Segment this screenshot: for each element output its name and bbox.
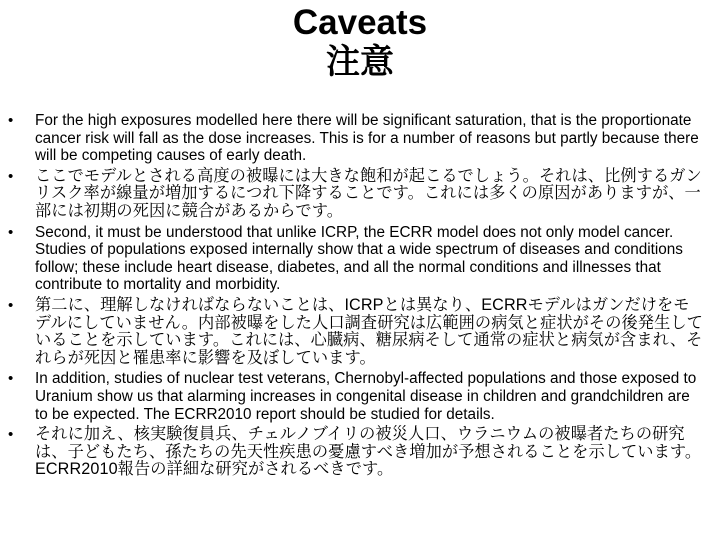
bullet-item-2-japanese [0, 297, 720, 367]
bullet-item-1-japanese [0, 168, 720, 221]
bullet-text: For the high exposures modelled here there will be significant saturation, that is the proportionate cancer risk will fall as the dose increases. This is for a number of reasons but partly because there will be competing causes of early death. [35, 112, 699, 165]
bullet-point-icon: • [8, 426, 14, 444]
bullet-item-1-english [0, 112, 720, 165]
bullet-list [0, 112, 720, 482]
bullet-point-icon: • [8, 223, 14, 241]
bullet-text: 第二に、理解しなければならないことは、ICRPとは異なり、ECRRモデルはガンだけをモデルにしていません。内部被曝をした人口調査研究は広範囲の病気と症状がその後発生していることを示しています。これには、心臓病、糖尿病そして通常の症状と病気が含まれ、それらが死因と罹患率に影響を及ぼしています。 [35, 295, 703, 367]
bullet-point-icon: • [8, 370, 14, 388]
bullet-point-icon: • [8, 167, 14, 185]
slide-title-english: Caveats [292, 3, 428, 42]
bullet-item-3-english [0, 370, 720, 423]
bullet-item-3-japanese [0, 426, 720, 479]
bullet-text: それに加え、核実験復員兵、チェルノブイリの被災人口、ウラニウムの被曝者たちの研究は、子どもたち、孫たちの先天性疾患の憂慮すべき増加が予想されることを示しています。ECRR2010報告の詳細な研究がされるべきです。 [35, 425, 702, 479]
bullet-point-icon: • [8, 296, 14, 314]
bullet-text: ここでモデルとされる高度の被曝には大きな飽和が起こるでしょう。それは、比例するガンリスク率が線量が増加するにつれ下降することです。これには多くの原因がありますが、一部には初期の死因に競合があるからです。 [35, 166, 702, 220]
slide-title-japanese: 注意 [326, 43, 394, 81]
title-block [0, 4, 720, 82]
bullet-text: Second, it must be understood that unlike ICRP, the ECRR model does not only model cancer. Studies of populations exposed internally show that a wide spectrum of diseases and conditions follow; these include heart disease, diabetes, and all the normal conditions and illnesses that contribute to mortality and morbidity. [35, 223, 683, 294]
bullet-text: In addition, studies of nuclear test veterans, Chernobyl-affected populations and those exposed to Uranium show us that alarming increases in congenital disease in children and grandchildren are to be expected. The ECRR2010 report should be studied for details. [35, 370, 697, 423]
bullet-item-2-english [0, 224, 720, 294]
bullet-point-icon: • [8, 112, 14, 129]
